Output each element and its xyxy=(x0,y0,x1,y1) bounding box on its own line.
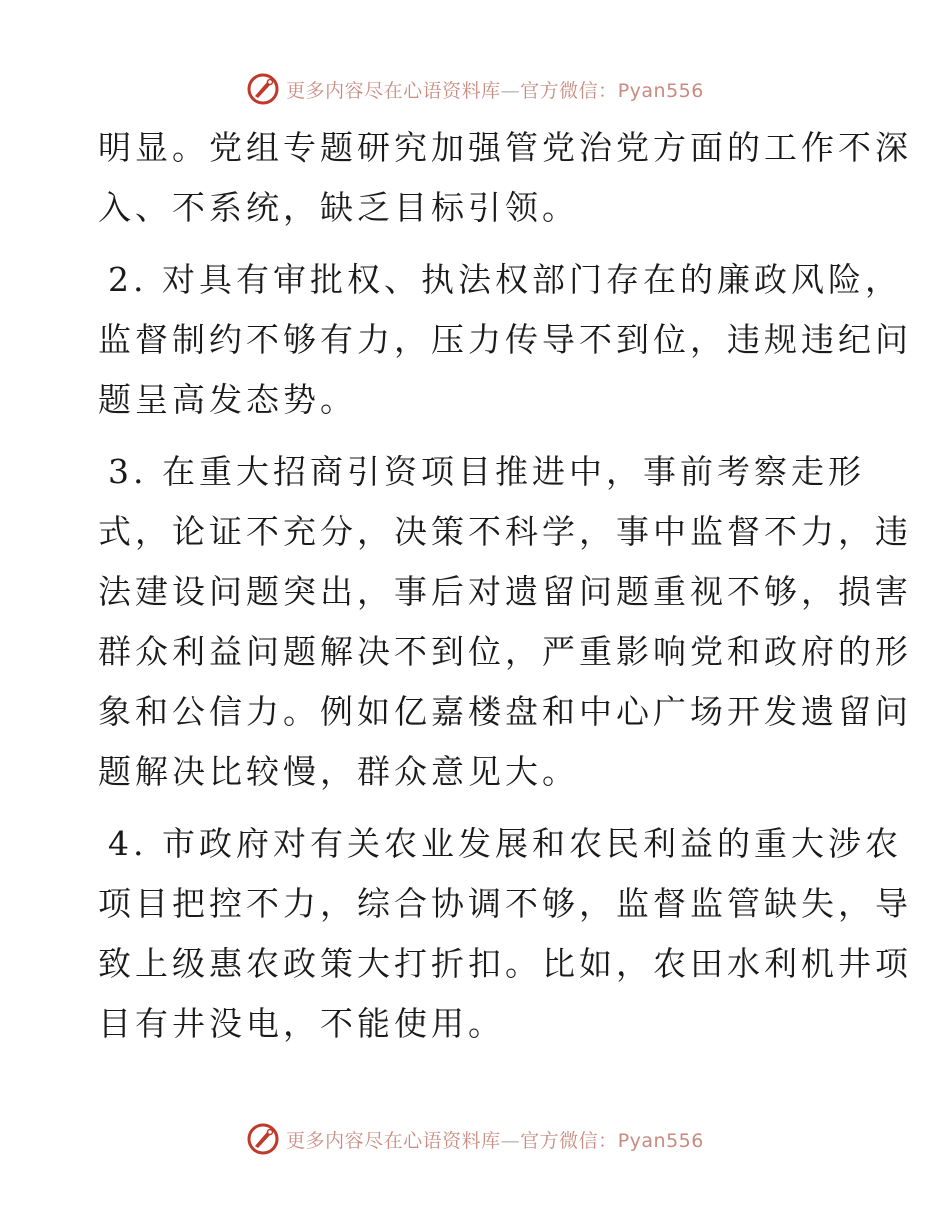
paragraph-1 xyxy=(98,118,912,238)
watermark-wechat-label: 官方微信： xyxy=(520,1129,618,1152)
paragraph-line: 象和公信力。例如亿嘉楼盘和中心广场开发遗留问 xyxy=(98,692,912,731)
paragraph-4 xyxy=(98,814,912,1054)
paragraph-line: 式，论证不充分，决策不科学，事中监督不力，违 xyxy=(98,512,912,551)
paragraph-line: 法建设问题突出，事后对遗留问题重视不够，损害 xyxy=(98,572,912,611)
brand-logo-icon xyxy=(246,1122,280,1156)
paragraph-line: 监督制约不够有力，压力传导不到位，违规违纪问 xyxy=(98,320,912,359)
paragraph-line: 3. 在重大招商引资项目推进中，事前考察走形 xyxy=(108,452,865,491)
paragraph-line: 项目把控不力，综合协调不够，监督监管缺失，导 xyxy=(98,884,912,923)
watermark-separator: — xyxy=(500,1129,521,1152)
watermark-separator: — xyxy=(500,79,521,102)
paragraph-line: 明显。党组专题研究加强管党治党方面的工作不深 xyxy=(98,128,912,167)
paragraph-3 xyxy=(98,442,912,802)
header-watermark xyxy=(0,72,950,106)
watermark-wechat-label: 官方微信： xyxy=(520,79,618,102)
watermark-text xyxy=(286,76,704,103)
watermark-text xyxy=(286,1126,704,1153)
paragraph-line: 题解决比较慢，群众意见大。 xyxy=(98,752,579,791)
brand-logo-icon xyxy=(246,72,280,106)
paragraph-line: 群众利益问题解决不到位，严重影响党和政府的形 xyxy=(98,632,912,671)
watermark-wechat-id: Pyan556 xyxy=(617,1129,704,1152)
document-body xyxy=(98,118,912,1066)
watermark-wechat-id: Pyan556 xyxy=(617,79,704,102)
paragraph-line: 目有井没电，不能使用。 xyxy=(98,1004,505,1043)
paragraph-2 xyxy=(98,250,912,430)
watermark-main: 更多内容尽在心语资料库 xyxy=(286,79,501,102)
paragraph-line: 致上级惠农政策大打折扣。比如，农田水利机井项 xyxy=(98,944,912,983)
paragraph-line: 题呈高发态势。 xyxy=(98,380,357,419)
watermark-main: 更多内容尽在心语资料库 xyxy=(286,1129,501,1152)
paragraph-line: 4. 市政府对有关农业发展和农民利益的重大涉农 xyxy=(108,824,902,863)
footer-watermark xyxy=(0,1122,950,1156)
paragraph-line: 入、不系统，缺乏目标引领。 xyxy=(98,188,579,227)
paragraph-line: 2. 对具有审批权、执法权部门存在的廉政风险， xyxy=(108,260,902,299)
